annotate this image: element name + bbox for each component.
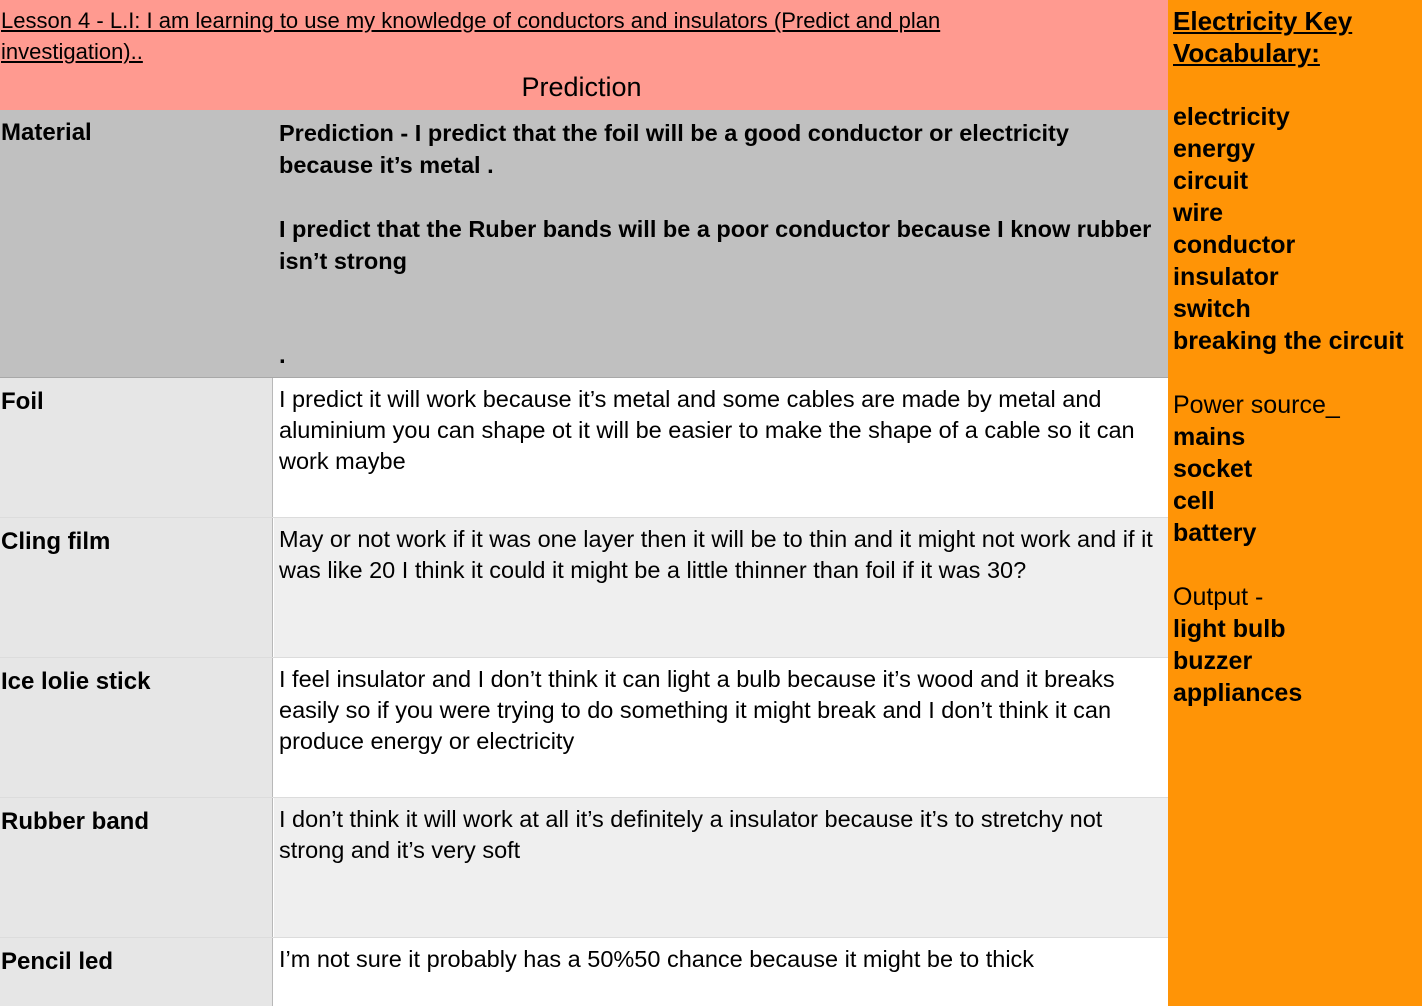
vocab-word: insulator [1173, 263, 1279, 291]
table-header-row [0, 110, 1168, 378]
vocab-word: light bulb [1173, 615, 1286, 643]
table-row [0, 518, 1168, 658]
output-label: Output - [1173, 583, 1264, 611]
spacer [1173, 549, 1422, 581]
material-prediction: May or not work if it was one layer then it will be to thin and it might not work and if it was like 20 I think it could it might be a little thinner than foil if it was 30? [274, 518, 1168, 657]
prediction-table [0, 110, 1168, 1006]
prediction-heading: Prediction [521, 72, 642, 102]
lesson-title: Lesson 4 - L.I: I am learning to use my knowledge of conductors and insulators (Predict and plan investigation).. [1, 8, 941, 64]
material-prediction: I feel insulator and I don’t think it can light a bulb because it’s wood and it breaks easily so if you were trying to do something it might break and I don’t think it can produce energy or electricity [274, 658, 1168, 797]
prediction-summary-cell [274, 110, 1168, 377]
material-name: Cling film [0, 518, 273, 657]
lesson-header [0, 0, 1168, 110]
table-row [0, 798, 1168, 938]
vocab-word: appliances [1173, 679, 1303, 707]
power-source-label: Power source_ [1173, 391, 1340, 419]
prediction-statement-foil: Prediction - I predict that the foil will be a good conductor or electricity because it’s metal . [279, 120, 1069, 178]
vocab-word: conductor [1173, 231, 1296, 259]
vocab-word: circuit [1173, 167, 1249, 195]
material-prediction: I don’t think it will work at all it’s definitely a insulator because it’s to stretchy not strong and it’s very soft [274, 798, 1168, 937]
material-name: Foil [0, 378, 273, 517]
spacer [1173, 69, 1422, 101]
table-row [0, 378, 1168, 518]
vocabulary-sidebar [1168, 0, 1422, 1006]
material-name: Rubber band [0, 798, 273, 937]
vocab-word: electricity [1173, 103, 1290, 131]
material-name: Pencil led [0, 938, 273, 1006]
vocab-word: breaking the circuit [1173, 327, 1404, 355]
spacer [279, 181, 1158, 213]
spacer [1173, 357, 1422, 389]
trailing-dot: . [279, 342, 286, 369]
material-prediction: I’m not sure it probably has a 50%50 chance because it might be to thick [274, 938, 1168, 1006]
vocab-word: socket [1173, 455, 1253, 483]
vocab-word: energy [1173, 135, 1255, 163]
table-row [0, 658, 1168, 798]
vocab-word: mains [1173, 423, 1246, 451]
table-row [0, 938, 1168, 1006]
vocab-word: buzzer [1173, 647, 1253, 675]
vocab-word: switch [1173, 295, 1251, 323]
material-column-header: Material [1, 119, 92, 146]
material-prediction: I predict it will work because it’s metal and some cables are made by metal and aluminium you can shape ot it will be easier to make the shape of a cable so it can work maybe [274, 378, 1168, 517]
vocab-word: battery [1173, 519, 1257, 547]
prediction-statement-rubber: I predict that the Ruber bands will be a poor conductor because I know rubber isn’t strong [279, 216, 1152, 274]
vocabulary-title: Electricity Key Vocabulary: [1173, 6, 1353, 68]
material-name: Ice lolie stick [0, 658, 273, 797]
vocab-word: wire [1173, 199, 1224, 227]
vocab-word: cell [1173, 487, 1215, 515]
